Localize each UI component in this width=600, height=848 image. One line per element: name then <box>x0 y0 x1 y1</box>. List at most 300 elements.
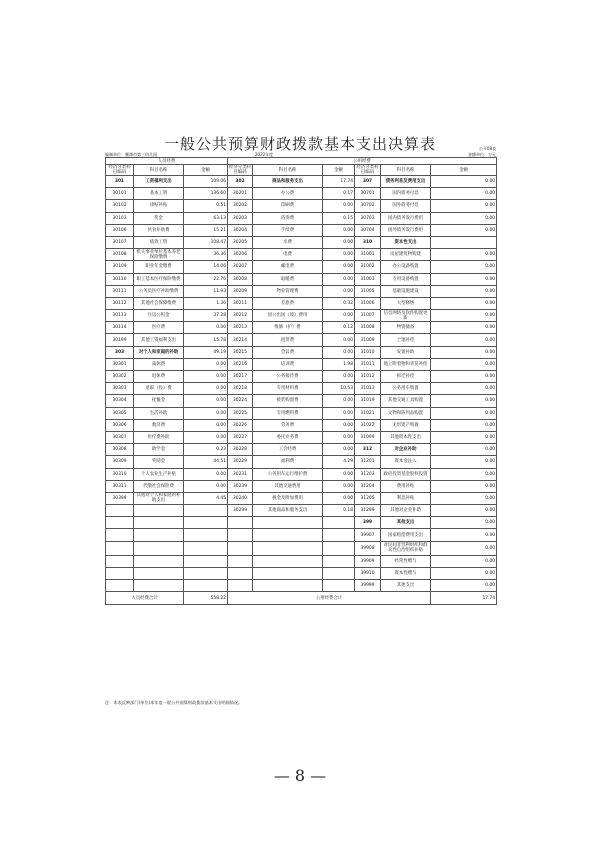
amount-cell: 0.00 <box>431 431 497 443</box>
code-cell: 30102 <box>106 200 134 212</box>
table-row <box>106 456 497 468</box>
code-cell <box>228 568 253 580</box>
name-cell: 拆迁补偿 <box>381 371 431 383</box>
code-cell: 30106 <box>106 224 134 236</box>
code-cell: 31022 <box>355 419 381 431</box>
name-cell: 取暖费 <box>253 273 323 285</box>
header-name: 科目名称 <box>253 165 323 176</box>
name-cell: 公务员医疗补助缴费 <box>134 285 184 297</box>
code-cell: 30208 <box>228 273 253 285</box>
amount-cell: 0.00 <box>431 212 497 224</box>
amount-cell: 0.00 <box>431 322 497 334</box>
amount-cell: 0.00 <box>431 468 497 480</box>
public-total-label: 公用经费合计 <box>228 592 431 604</box>
amount-cell: 0.00 <box>323 407 355 419</box>
code-cell: 30239 <box>228 480 253 492</box>
name-cell: 电费 <box>253 249 323 261</box>
name-cell <box>134 541 184 555</box>
amount-cell: 0.00 <box>431 529 497 541</box>
table-row <box>106 529 497 541</box>
code-cell: 39999 <box>355 580 381 592</box>
amount-cell: 0.00 <box>184 407 228 419</box>
code-cell: 30211 <box>228 297 253 309</box>
code-cell: 30207 <box>228 261 253 273</box>
code-cell <box>106 580 134 592</box>
name-cell: 伙食补助费 <box>134 224 184 236</box>
name-cell: 救济费 <box>134 419 184 431</box>
code-cell: 30112 <box>106 297 134 309</box>
code-cell: 30214 <box>228 334 253 346</box>
public-total-amount: 17.74 <box>431 592 497 604</box>
personnel-total-amount: 558.22 <box>184 592 228 604</box>
table-row <box>106 346 497 358</box>
amount-cell: 0.00 <box>323 431 355 443</box>
code-cell: 30110 <box>106 273 134 285</box>
code-cell: 30226 <box>228 419 253 431</box>
name-cell: 劳务费 <box>253 419 323 431</box>
name-cell: 办公费 <box>253 188 323 200</box>
code-cell: 30114 <box>106 322 134 334</box>
name-cell: 商品和服务支出 <box>253 176 323 188</box>
code-cell: 31201 <box>355 456 381 468</box>
code-cell: 31008 <box>355 322 381 334</box>
amount-cell <box>323 580 355 592</box>
code-cell: 303 <box>106 346 134 358</box>
name-cell: 其他交通费用 <box>253 480 323 492</box>
code-cell <box>106 517 134 529</box>
name-cell: 其他资本性支出 <box>381 431 431 443</box>
name-cell: 咨询费 <box>253 212 323 224</box>
header-amount: 金额 <box>431 165 497 176</box>
amount-cell: 0.32 <box>323 297 355 309</box>
amount-cell: 0.00 <box>431 285 497 297</box>
amount-cell: 0.00 <box>184 383 228 395</box>
table-row <box>106 517 497 529</box>
name-cell <box>253 568 323 580</box>
code-cell: 31099 <box>355 431 381 443</box>
amount-cell: 0.00 <box>431 568 497 580</box>
code-cell: 30225 <box>228 407 253 419</box>
code-cell: 30307 <box>106 431 134 443</box>
code-cell: 30228 <box>228 444 253 456</box>
amount-cell: 0.00 <box>431 541 497 555</box>
name-cell <box>253 555 323 567</box>
expenditure-table <box>105 157 497 605</box>
code-cell: 31021 <box>355 407 381 419</box>
amount-cell: 0.00 <box>323 468 355 480</box>
name-cell: 专用燃料费 <box>253 407 323 419</box>
name-cell: 对民间非营利组织和群众性自治组织补贴 <box>381 541 431 555</box>
name-cell: 专用材料费 <box>253 383 323 395</box>
amount-cell: 109.06 <box>184 176 228 188</box>
table-row <box>106 383 497 395</box>
amount-cell: 0.00 <box>323 334 355 346</box>
code-cell: 30702 <box>355 200 381 212</box>
amount-cell: 0.00 <box>184 468 228 480</box>
code-cell: 30202 <box>228 200 253 212</box>
amount-cell: 0.00 <box>431 310 497 322</box>
table-row <box>106 176 497 188</box>
table-row <box>106 273 497 285</box>
name-cell: 文物和陈列品购置 <box>381 407 431 419</box>
code-cell: 30240 <box>228 492 253 504</box>
code-cell: 30109 <box>106 261 134 273</box>
name-cell: 国内债务付息 <box>381 188 431 200</box>
code-cell: 30209 <box>228 285 253 297</box>
name-cell: 抚恤金 <box>134 395 184 407</box>
name-cell: 无形资产购置 <box>381 419 431 431</box>
code-cell: 31299 <box>355 505 381 517</box>
code-cell: 39909 <box>355 555 381 567</box>
amount-cell: 108.47 <box>184 236 228 248</box>
code-cell: 30201 <box>228 188 253 200</box>
amount-cell <box>184 568 228 580</box>
name-cell: 国内债务发行费用 <box>381 212 431 224</box>
amount-cell: 0.51 <box>184 200 228 212</box>
amount-cell: 0.23 <box>184 444 228 456</box>
year-label: 2022年度 <box>255 152 274 157</box>
name-cell: 租赁费 <box>253 334 323 346</box>
table-row <box>106 505 497 517</box>
code-cell: 39908 <box>355 541 381 555</box>
name-cell: 医疗费补助 <box>134 431 184 443</box>
name-cell: 房屋建筑物购建 <box>381 249 431 261</box>
unit-label: 编制单位：鹰潭市第三幼儿园 <box>105 152 157 157</box>
table-row <box>106 395 497 407</box>
table-row <box>106 249 497 261</box>
name-cell: 其他工资福利支出 <box>134 334 184 346</box>
code-cell: 301 <box>106 176 134 188</box>
amount-cell <box>323 555 355 567</box>
amount-cell: 0.00 <box>431 407 497 419</box>
code-cell: 39910 <box>355 568 381 580</box>
amount-cell: 0.00 <box>431 580 497 592</box>
name-cell: 手续费 <box>253 224 323 236</box>
amount-cell: 0.00 <box>184 371 228 383</box>
name-cell: 印刷费 <box>253 200 323 212</box>
code-cell: 302 <box>228 176 253 188</box>
name-cell: 绩效工资 <box>134 236 184 248</box>
table-row <box>106 541 497 555</box>
amount-cell: 1.98 <box>323 358 355 370</box>
name-cell: 大型修缮 <box>381 297 431 309</box>
amount-cell: 0.00 <box>431 555 497 567</box>
amount-cell: 4.29 <box>323 456 355 468</box>
name-cell: 其他支出 <box>381 580 431 592</box>
name-cell: 会议费 <box>253 346 323 358</box>
table-row <box>106 285 497 297</box>
code-cell: 30227 <box>228 431 253 443</box>
name-cell: 代缴社会保险费 <box>134 480 184 492</box>
amount-cell: 0.00 <box>323 480 355 492</box>
amount-cell: 0.00 <box>323 371 355 383</box>
code-cell: 30229 <box>228 456 253 468</box>
amount-cell: 0.00 <box>323 346 355 358</box>
code-cell: 30213 <box>228 322 253 334</box>
amount-cell <box>323 529 355 541</box>
name-cell: 差旅费 <box>253 297 323 309</box>
name-cell: 公务接待费 <box>253 371 323 383</box>
amount-cell: 0.00 <box>431 395 497 407</box>
code-cell: 30704 <box>355 224 381 236</box>
code-cell: 30101 <box>106 188 134 200</box>
amount-cell: 0.00 <box>431 176 497 188</box>
page-number: — 8 — <box>273 766 327 785</box>
header-code: 经济分类科目编码 <box>106 165 134 176</box>
code-cell <box>228 541 253 555</box>
code-cell: 30231 <box>228 468 253 480</box>
amount-cell: 0.00 <box>323 249 355 261</box>
amount-cell: 0.00 <box>184 358 228 370</box>
name-cell: 福利费 <box>253 456 323 468</box>
code-cell: 30303 <box>106 383 134 395</box>
header-code: 经济分类科目编码 <box>229 165 251 175</box>
amount-cell <box>323 517 355 529</box>
amount-cell: 0.18 <box>323 505 355 517</box>
amount-cell: 0.00 <box>431 371 497 383</box>
name-cell: 助学金 <box>134 444 184 456</box>
code-cell <box>106 555 134 567</box>
code-cell: 30203 <box>228 212 253 224</box>
code-cell: 39907 <box>355 529 381 541</box>
name-cell: 土地补偿 <box>381 334 431 346</box>
code-cell: 30206 <box>228 249 253 261</box>
code-cell: 31009 <box>355 334 381 346</box>
amount-cell <box>184 529 228 541</box>
amount-cell: 0.00 <box>323 395 355 407</box>
personnel-total-label: 人员经费合计 <box>106 592 184 604</box>
name-cell: 生活补助 <box>134 407 184 419</box>
name-cell <box>134 555 184 567</box>
name-cell: 公务用车运行维护费 <box>253 468 323 480</box>
amount-cell: 11.93 <box>184 285 228 297</box>
code-cell: 31010 <box>355 346 381 358</box>
table-row <box>106 371 497 383</box>
name-cell: 费用补贴 <box>381 480 431 492</box>
table-row <box>106 568 497 580</box>
code-cell: 31006 <box>355 297 381 309</box>
code-cell <box>106 529 134 541</box>
table-row <box>106 322 497 334</box>
table-row <box>106 580 497 592</box>
name-cell: 医疗费 <box>134 322 184 334</box>
code-cell: 31003 <box>355 273 381 285</box>
code-cell: 31011 <box>355 358 381 370</box>
code-cell <box>228 555 253 567</box>
code-cell: 31002 <box>355 261 381 273</box>
amount-cell: 0.00 <box>431 334 497 346</box>
amount-cell: 0.00 <box>323 236 355 248</box>
amount-cell: 49.19 <box>184 346 228 358</box>
code-cell: 31007 <box>355 310 381 322</box>
code-cell <box>228 529 253 541</box>
name-cell: 国家赔偿费用支出 <box>381 529 431 541</box>
code-cell: 307 <box>355 176 381 188</box>
amount-cell: 0.15 <box>323 212 355 224</box>
code-cell: 30302 <box>106 371 134 383</box>
name-cell: 对企业补助 <box>381 444 431 456</box>
amount-cell: 0.00 <box>323 444 355 456</box>
name-cell: 住房公积金 <box>134 310 184 322</box>
table-row <box>106 212 497 224</box>
amount-cell: 0.00 <box>431 200 497 212</box>
name-cell: 公务用车购置 <box>381 383 431 395</box>
table-row <box>106 444 497 456</box>
amount-cell <box>184 555 228 567</box>
table-row <box>106 297 497 309</box>
code-cell: 31013 <box>355 383 381 395</box>
amount-cell: 63.13 <box>184 212 228 224</box>
amount-cell: 15.21 <box>184 224 228 236</box>
amount-cell: 0.00 <box>323 261 355 273</box>
amount-cell: 0.00 <box>431 358 497 370</box>
name-cell: 基本工资 <box>134 188 184 200</box>
amount-cell <box>184 580 228 592</box>
name-cell: 津贴补贴 <box>134 200 184 212</box>
table-row <box>106 419 497 431</box>
name-cell: 职业年金缴费 <box>134 261 184 273</box>
code-cell: 30215 <box>228 346 253 358</box>
amount-cell: 36.36 <box>184 249 228 261</box>
code-cell: 30217 <box>228 371 253 383</box>
amount-cell: 0.00 <box>431 188 497 200</box>
code-cell: 30199 <box>106 334 134 346</box>
name-cell: 政府投资基金股权投资 <box>381 468 431 480</box>
amount-cell: 0.00 <box>323 492 355 504</box>
amount-cell: 0.17 <box>323 188 355 200</box>
code-cell: 31203 <box>355 468 381 480</box>
table-row <box>106 261 497 273</box>
code-cell <box>106 541 134 555</box>
name-cell <box>134 505 184 517</box>
code-cell: 30205 <box>228 236 253 248</box>
amount-cell: 0.00 <box>323 310 355 322</box>
table-row <box>106 358 497 370</box>
amount-cell: 0.12 <box>323 322 355 334</box>
name-cell: 债务利息及费用支出 <box>381 176 431 188</box>
table-row <box>106 555 497 567</box>
code-cell: 31005 <box>355 285 381 297</box>
name-cell: 物业管理费 <box>253 285 323 297</box>
code-cell: 310 <box>355 236 381 248</box>
amount-cell: 0.00 <box>323 419 355 431</box>
name-cell: 经常性赠与 <box>381 555 431 567</box>
name-cell <box>253 517 323 529</box>
amount-cell <box>184 505 228 517</box>
amount-cell: 14.06 <box>184 261 228 273</box>
name-cell: 其他支出 <box>381 517 431 529</box>
table-row <box>106 468 497 480</box>
name-cell: 利息补贴 <box>381 492 431 504</box>
code-cell: 30216 <box>228 358 253 370</box>
amount-cell: 0.00 <box>431 224 497 236</box>
amount-cell: 0.00 <box>431 297 497 309</box>
name-cell: 被装购置费 <box>253 395 323 407</box>
name-cell: 资本性赠与 <box>381 568 431 580</box>
name-cell: 委托业务费 <box>253 431 323 443</box>
code-cell: 30305 <box>106 407 134 419</box>
amount-cell: 0.00 <box>323 273 355 285</box>
name-cell <box>134 529 184 541</box>
code-cell: 30309 <box>106 456 134 468</box>
code-cell: 30204 <box>228 224 253 236</box>
table-row <box>106 334 497 346</box>
name-cell: 信息网络及软件购置更新 <box>381 310 431 322</box>
name-cell: 国外债务发行费用 <box>381 224 431 236</box>
code-cell: 30703 <box>355 212 381 224</box>
name-cell: 退职（役）费 <box>134 383 184 395</box>
header-name: 科目名称 <box>381 165 431 176</box>
amount-cell: 0.00 <box>184 395 228 407</box>
name-cell: 因公出国（境）费用 <box>253 310 323 322</box>
amount-cell: 0.00 <box>431 492 497 504</box>
code-cell: 312 <box>355 444 381 456</box>
code-cell <box>106 505 134 517</box>
amount-cell: 17.74 <box>323 176 355 188</box>
name-cell: 其他对企业补助 <box>381 505 431 517</box>
amount-cell <box>323 568 355 580</box>
code-cell: 30299 <box>228 505 253 517</box>
code-cell: 31019 <box>355 395 381 407</box>
amount-cell: 136.60 <box>184 188 228 200</box>
name-cell: 职工基本医疗保险缴费 <box>134 273 184 285</box>
amount-cell: 0.00 <box>184 431 228 443</box>
name-cell: 资本性支出 <box>381 236 431 248</box>
code-cell: 30111 <box>106 285 134 297</box>
amount-cell: 0.00 <box>431 261 497 273</box>
code-cell: 31204 <box>355 480 381 492</box>
code-cell: 31001 <box>355 249 381 261</box>
code-cell: 30310 <box>106 468 134 480</box>
table-row <box>106 224 497 236</box>
name-cell: 个人农业生产补贴 <box>134 468 184 480</box>
header-name: 科目名称 <box>134 165 184 176</box>
code-cell: 30301 <box>106 358 134 370</box>
amount-cell: 0.00 <box>323 200 355 212</box>
amount-cell: 15.78 <box>184 334 228 346</box>
name-cell: 基础设施建设 <box>381 285 431 297</box>
amount-cell: 0.00 <box>431 383 497 395</box>
code-cell: 30311 <box>106 480 134 492</box>
group-public: 公用经费 <box>228 158 497 165</box>
amount-cell: 0.00 <box>431 480 497 492</box>
table-row <box>106 407 497 419</box>
amount-cell: 10.53 <box>323 383 355 395</box>
table-row <box>106 431 497 443</box>
name-cell <box>134 568 184 580</box>
name-cell: 其他商品和服务支出 <box>253 505 323 517</box>
name-cell <box>134 580 184 592</box>
amount-cell <box>431 236 497 248</box>
name-cell <box>253 529 323 541</box>
amount-cell: 0.00 <box>431 419 497 431</box>
code-cell: 30103 <box>106 212 134 224</box>
code-cell: 30113 <box>106 310 134 322</box>
header-amount: 金额 <box>323 165 355 176</box>
name-cell: 对个人和家庭的补助 <box>134 346 184 358</box>
amount-cell <box>184 541 228 555</box>
amount-cell: 37.28 <box>184 310 228 322</box>
code-cell: 399 <box>355 517 381 529</box>
name-cell: 其他对个人和家庭的补助支出 <box>134 492 184 504</box>
code-cell <box>228 517 253 529</box>
header-code: 经济分类科目编码 <box>355 165 381 176</box>
amount-cell: 0.00 <box>184 480 228 492</box>
amount-cell: 0.00 <box>431 249 497 261</box>
code-cell: 30304 <box>106 395 134 407</box>
code-cell: 30108 <box>106 249 134 261</box>
name-cell: 培训费 <box>253 358 323 370</box>
